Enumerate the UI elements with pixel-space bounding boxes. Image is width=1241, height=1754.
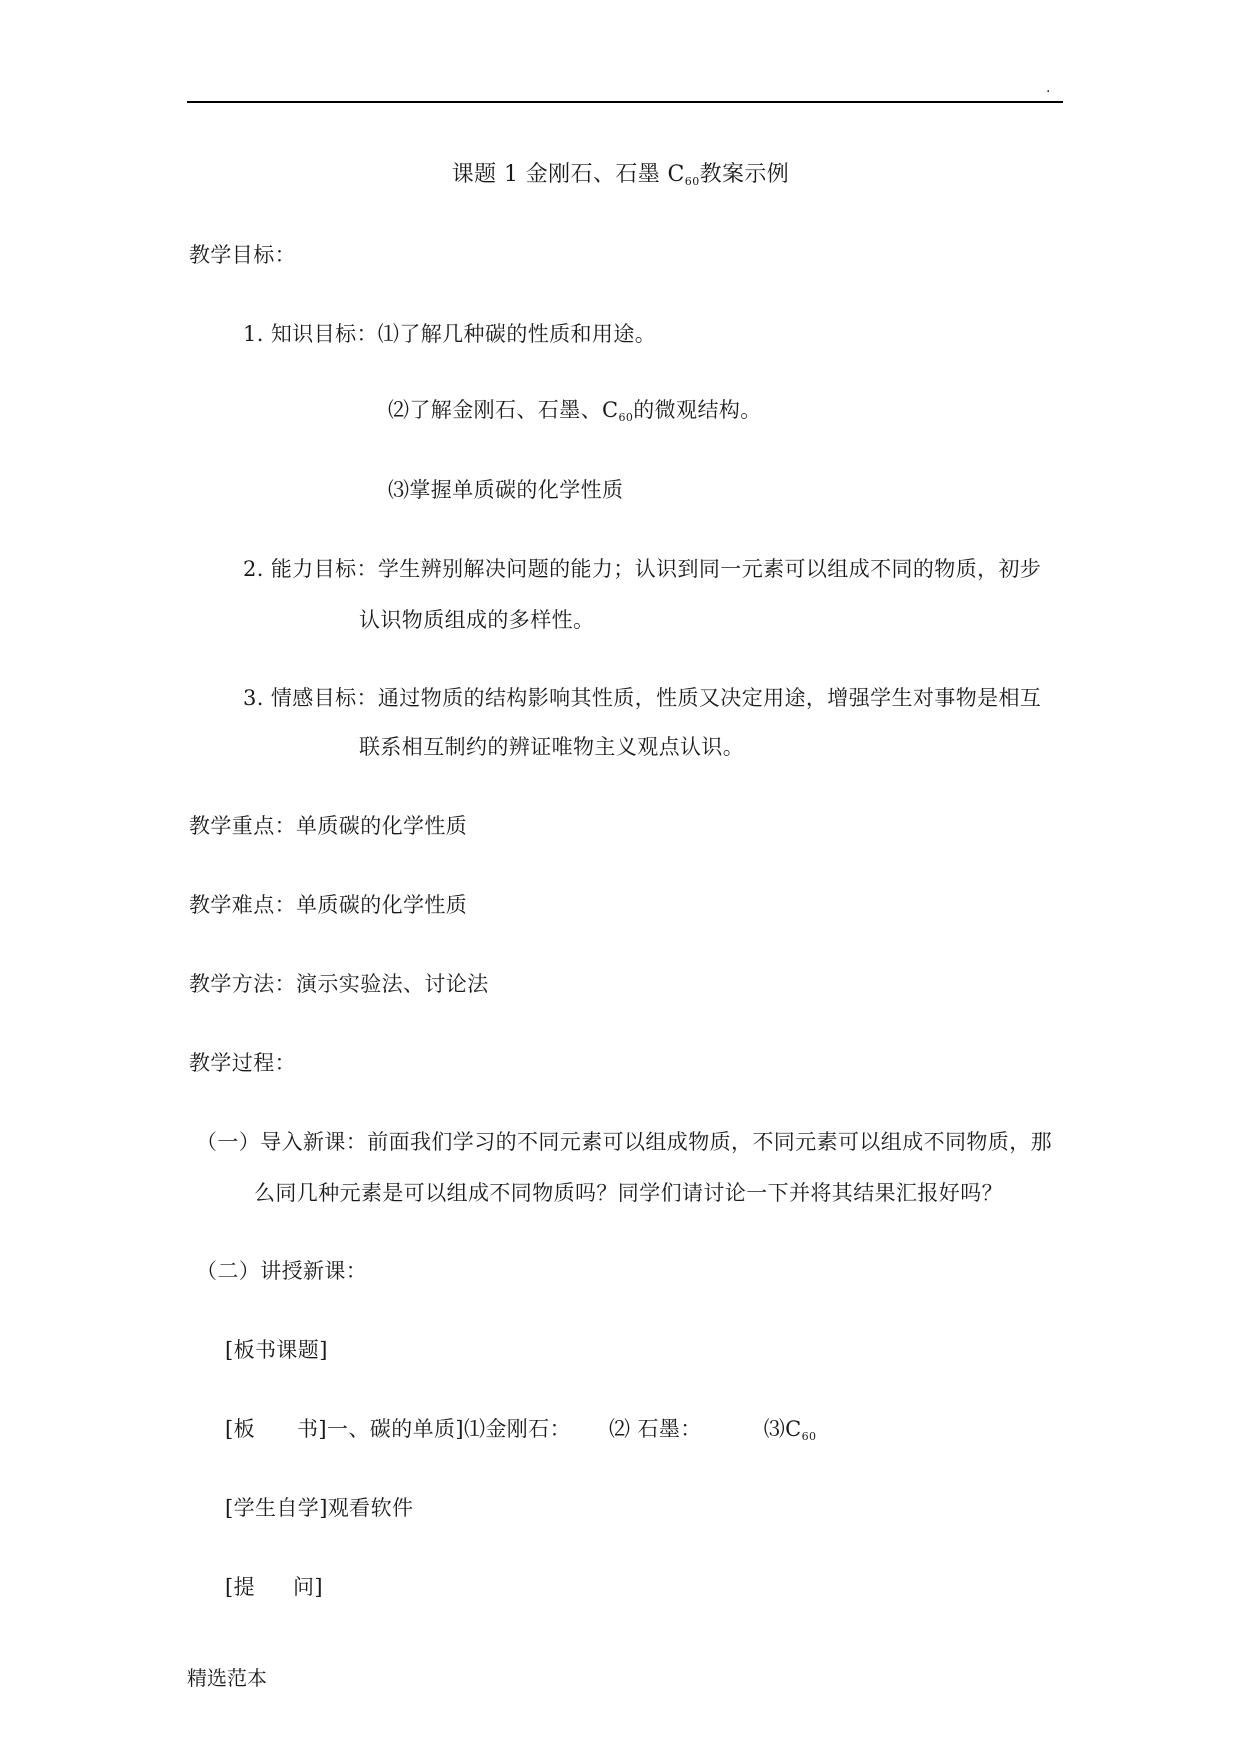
key-point: 教学重点：单质碳的化学性质	[189, 814, 468, 838]
knowledge-item-2: ⑵了解金刚石、石墨、$C_{60}$的微观结构。	[388, 398, 762, 424]
emotion-objective-line2: 联系相互制约的辨证唯物主义观点认识。	[359, 735, 745, 759]
ability-objective-line1: 2. 能力目标：学生辨别解决问题的能力；认识到同一元素可以组成不同的物质，初步	[243, 557, 1042, 581]
objectives-heading: 教学目标：	[189, 243, 296, 267]
document-title: 课题 1 金刚石、石墨 $C_{60}$教案示例	[451, 162, 790, 188]
header-rule	[187, 101, 1063, 103]
process-heading: 教学过程：	[189, 1051, 296, 1075]
ability-objective-line2: 认识物质组成的多样性。	[359, 608, 595, 632]
board-carbon-line: [板 书]一、碳的单质]⑴金刚石： ⑵ 石墨： $⑶C_{60}$	[225, 1417, 817, 1443]
knowledge-objective: 1. 知识目标：⑴了解几种碳的性质和用途。	[243, 322, 657, 346]
footer-text: 精选范本	[187, 1666, 267, 1690]
intro-line2: 么同几种元素是可以组成不同物质吗？同学们请讨论一下并将其结果汇报好吗？	[254, 1181, 1003, 1205]
board-title: [板书课题]	[225, 1338, 328, 1362]
teach-heading: （二）讲授新课：	[196, 1259, 368, 1283]
header-dot: .	[1046, 80, 1051, 96]
emotion-objective-line1: 3. 情感目标：通过物质的结构影响其性质，性质又决定用途，增强学生对事物是相互	[243, 686, 1042, 710]
student-self-study: [学生自学]观看软件	[225, 1496, 414, 1520]
difficulty: 教学难点：单质碳的化学性质	[189, 893, 468, 917]
teaching-method: 教学方法：演示实验法、讨论法	[189, 972, 489, 996]
ask-line: [提 问]	[225, 1575, 323, 1599]
intro-line1: （一）导入新课：前面我们学习的不同元素可以组成物质，不同元素可以组成不同物质，那	[196, 1130, 1052, 1154]
knowledge-item-3: ⑶掌握单质碳的化学性质	[388, 478, 624, 502]
